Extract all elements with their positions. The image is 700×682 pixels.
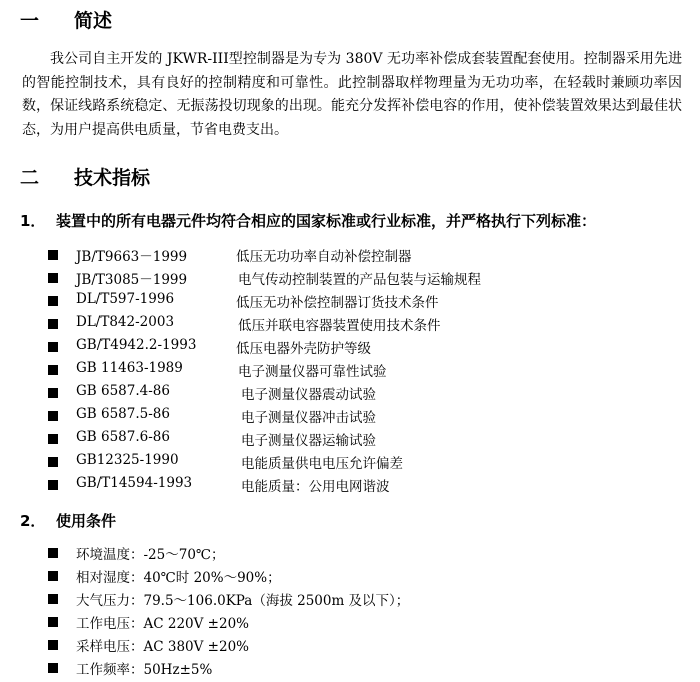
condition-text: 工作频率：50Hz±5% (76, 662, 213, 678)
subsection-number: 2． (20, 512, 46, 530)
square-bullet-icon (48, 594, 58, 604)
standard-description: 电子测量仪器冲击试验 (241, 410, 376, 426)
standard-code: GB 11463-1989 (76, 360, 183, 376)
condition-text: 工作电压：AC 220V ±20% (76, 616, 249, 632)
standard-description: 电子测量仪器震动试验 (241, 387, 376, 403)
subsection-number: 1． (20, 212, 46, 230)
standard-code: GB/T14594-1993 (76, 475, 193, 491)
subsection-title: 装置中的所有电器元件均符合相应的国家标准或行业标准，并严格执行下列标准： (56, 212, 597, 230)
subsection-heading-standards (20, 210, 596, 231)
square-bullet-icon (48, 365, 58, 375)
section-heading-specs (20, 163, 150, 190)
standard-description: 低压无功补偿控制器订货技术条件 (236, 295, 439, 311)
square-bullet-icon (48, 411, 58, 421)
section-heading-overview (20, 6, 112, 33)
standard-code: GB 6587.5-86 (76, 406, 170, 422)
square-bullet-icon (48, 434, 58, 444)
square-bullet-icon (48, 273, 58, 283)
standard-code: GB12325-1990 (76, 452, 179, 468)
section-number: 二 (20, 167, 40, 189)
standard-description: 低压无功功率自动补偿控制器 (236, 249, 412, 265)
condition-text: 环境温度：-25～70℃； (76, 547, 225, 563)
standard-code: JB/T9663－1999 (76, 249, 188, 265)
standard-code: GB/T4942.2-1993 (76, 337, 197, 353)
section-title: 技术指标 (74, 167, 151, 189)
square-bullet-icon (48, 319, 58, 329)
standard-description: 电子测量仪器可靠性试验 (238, 364, 387, 380)
subsection-heading-conditions (20, 510, 116, 531)
condition-text: 相对湿度：40℃时 20%～90%； (76, 570, 281, 586)
standard-code: DL/T842-2003 (76, 314, 175, 330)
standard-description: 电能质量供电电压允许偏差 (241, 456, 403, 472)
standard-description: 电子测量仪器运输试验 (241, 433, 376, 449)
condition-text: 大气压力：79.5～106.0KPa（海拔 2500m 及以下）； (76, 593, 410, 609)
square-bullet-icon (48, 571, 58, 581)
standard-code: DL/T597-1996 (76, 291, 175, 307)
condition-text: 采样电压：AC 380V ±20% (76, 639, 249, 655)
square-bullet-icon (48, 480, 58, 490)
standard-code: GB 6587.4-86 (76, 383, 170, 399)
square-bullet-icon (48, 548, 58, 558)
standard-description: 低压并联电容器装置使用技术条件 (238, 318, 441, 334)
standard-description: 电能质量：公用电网谐波 (241, 479, 390, 495)
standard-description: 电气传动控制装置的产品包装与运输规程 (238, 272, 481, 288)
square-bullet-icon (48, 617, 58, 627)
square-bullet-icon (48, 663, 58, 673)
standard-description: 低压电器外壳防护等级 (236, 341, 371, 357)
square-bullet-icon (48, 342, 58, 352)
square-bullet-icon (48, 250, 58, 260)
section-number: 一 (20, 10, 40, 32)
standard-code: GB 6587.6-86 (76, 429, 170, 445)
square-bullet-icon (48, 296, 58, 306)
square-bullet-icon (48, 640, 58, 650)
section-title: 简述 (74, 10, 113, 32)
overview-paragraph: 我公司自主开发的 JKWR-III型控制器是为专为 380V 无功率补偿成套装置配套使用。控制器采用先进的智能控制技术，具有良好的控制精度和可靠性。此控制器取样物理量为无功功率，在轻载时兼顾功率因数，保证线路系统稳定、无振荡投切现象的出现。能充分发挥补偿电容的作用，使补偿装置效果达到最佳状态，为用户提高供电质量，节省电费支出。 (22, 51, 682, 138)
standard-code: JB/T3085－1999 (76, 272, 188, 288)
subsection-title: 使用条件 (56, 512, 117, 530)
square-bullet-icon (48, 388, 58, 398)
square-bullet-icon (48, 457, 58, 467)
